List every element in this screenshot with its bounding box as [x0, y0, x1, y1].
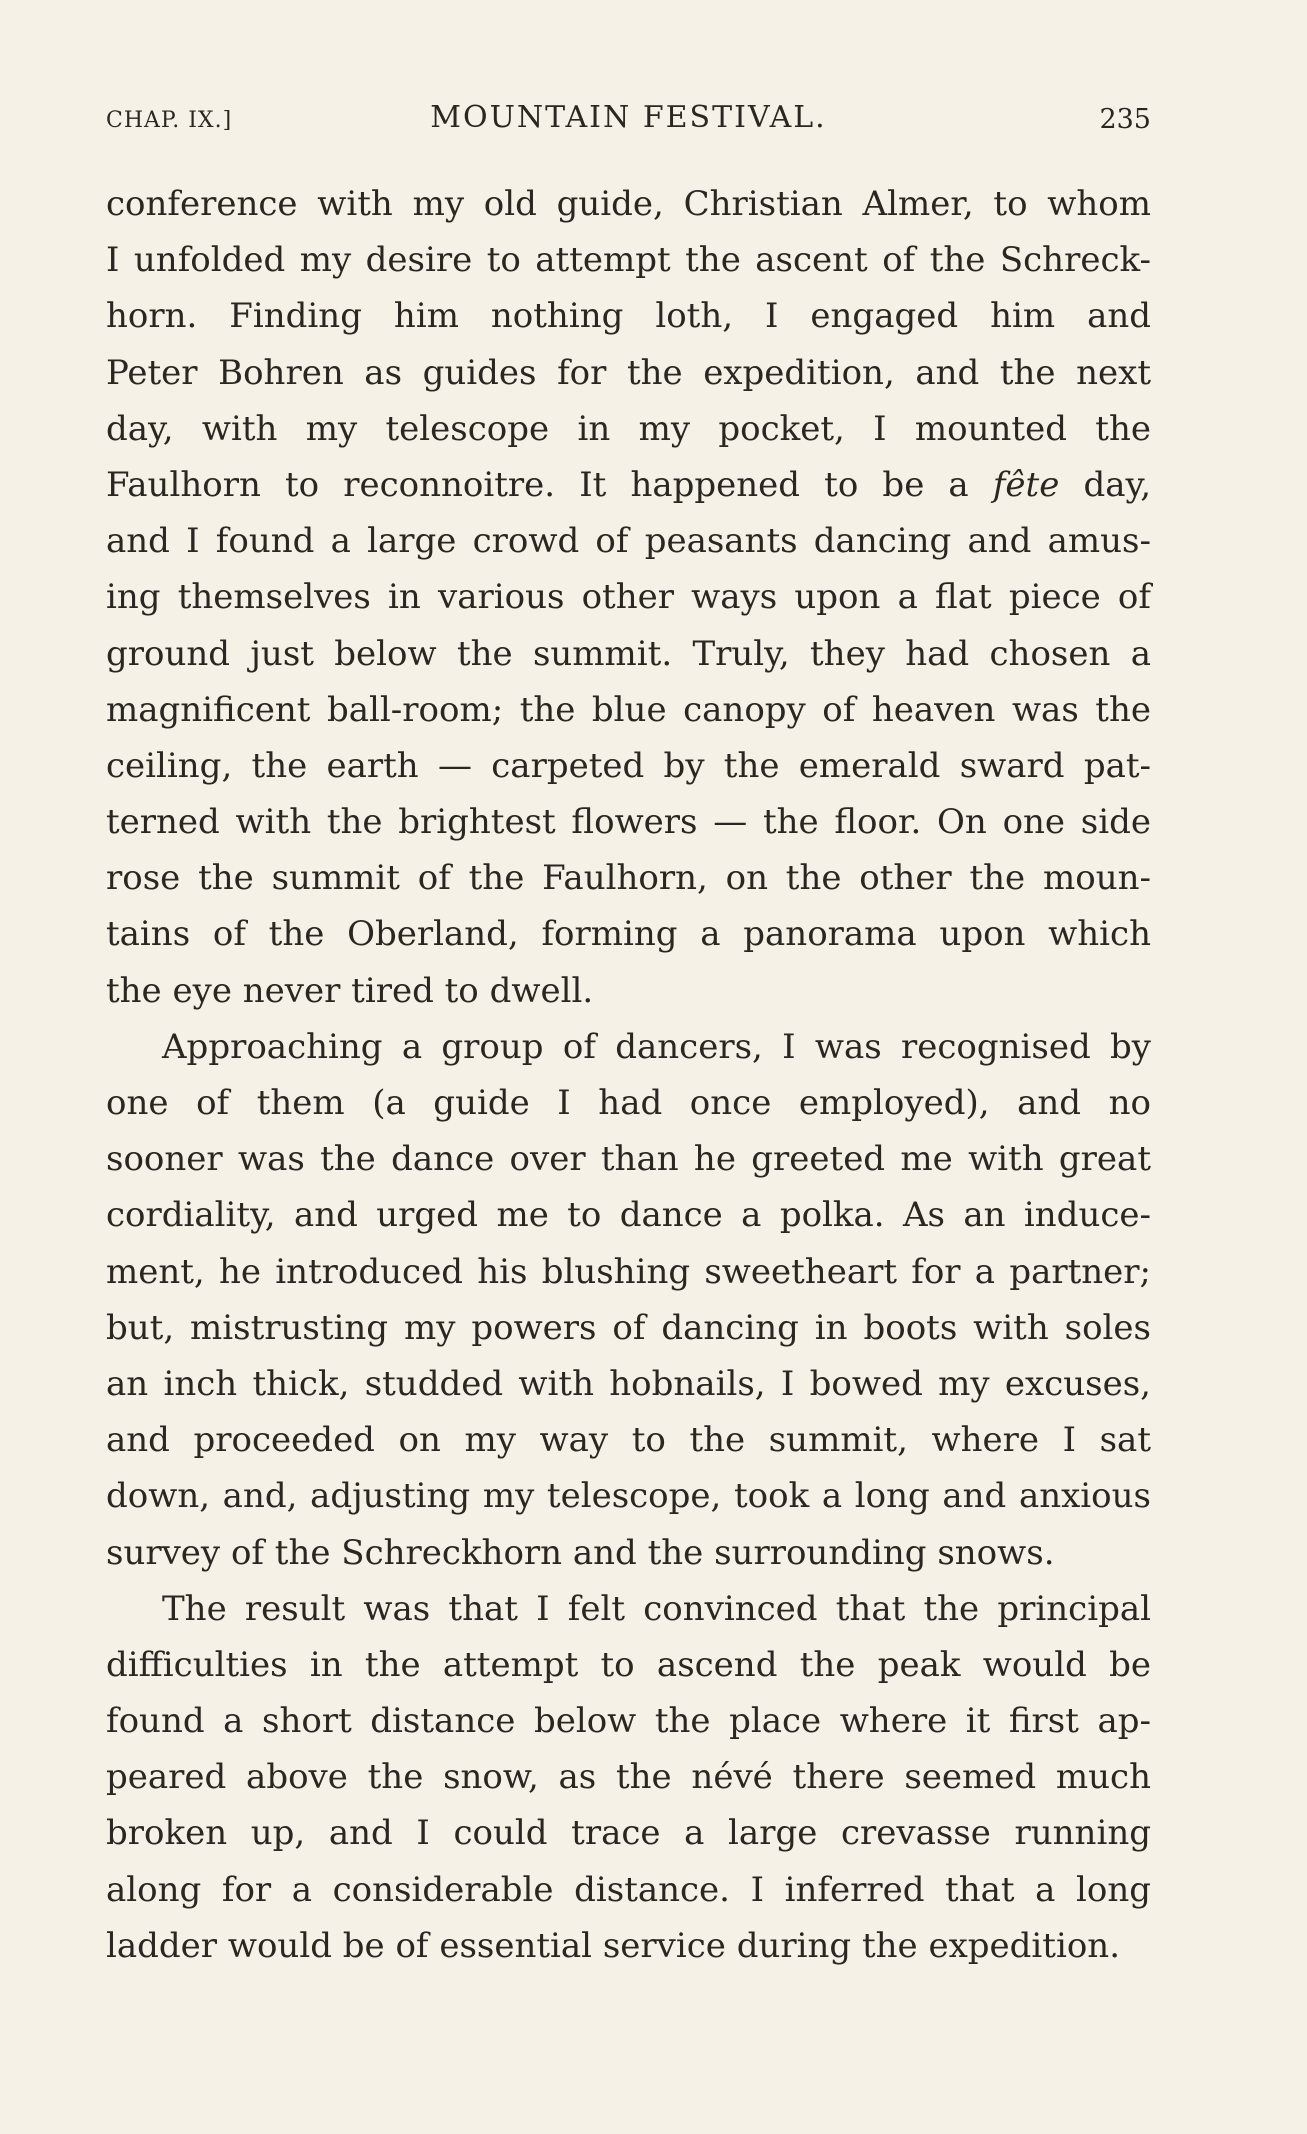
body-text	[106, 176, 1151, 1974]
text-line: I unfolded my desire to attempt the ascent of the Schreck-	[106, 240, 1151, 281]
text-segment: Faulhorn to reconnoitre. It happened to be a	[106, 464, 993, 505]
chapter-label: CHAP. IX.]	[106, 108, 233, 133]
text-line: survey of the Schreckhorn and the surrounding snows.	[106, 1532, 1055, 1573]
text-line: rose the summit of the Faulhorn, on the other the moun-	[106, 858, 1151, 899]
text-line: but, mistrusting my powers of dancing in boots with soles	[106, 1307, 1151, 1348]
running-header	[106, 100, 1151, 140]
text-line: difficulties in the attempt to ascend the peak would be	[106, 1644, 1151, 1685]
text-line: ladder would be of essential service during the expedition.	[106, 1925, 1121, 1966]
text-line: horn. Finding him nothing loth, I engaged him and	[106, 296, 1151, 337]
text-line: and proceeded on my way to the summit, where I sat	[106, 1420, 1151, 1461]
text-line: along for a considerable distance. I inferred that a long	[106, 1869, 1151, 1910]
text-line: Approaching a group of dancers, I was recognised by	[162, 1026, 1151, 1067]
page-number: 235	[1099, 104, 1151, 135]
text-line: conference with my old guide, Christian Almer, to whom	[106, 184, 1151, 224]
text-line: tains of the Oberland, forming a panorama upon which	[106, 914, 1151, 955]
text-line: one of them (a guide I had once employed), and no	[106, 1083, 1151, 1123]
text-line: ment, he introduced his blushing sweetheart for a partner;	[106, 1251, 1151, 1292]
text-line: magnificent ball-room; the blue canopy of heaven was the	[106, 689, 1151, 730]
text-line: terned with the brightest flowers — the floor. On one side	[106, 802, 1151, 843]
text-segment: day,	[1059, 464, 1152, 505]
italic-word: fête	[992, 464, 1060, 505]
text-line: broken up, and I could trace a large crevasse running	[106, 1813, 1151, 1854]
text-line: day, with my telescope in my pocket, I mounted the	[106, 408, 1151, 449]
text-line	[106, 457, 1151, 513]
text-line: ceiling, the earth — carpeted by the emerald sward pat-	[106, 745, 1151, 786]
text-line: down, and, adjusting my telescope, took a long and anxious	[106, 1476, 1151, 1517]
text-line: the eye never tired to dwell.	[106, 970, 594, 1011]
text-line: The result was that I felt convinced that the principal	[162, 1588, 1151, 1629]
running-title: MOUNTAIN FESTIVAL.	[430, 100, 827, 135]
text-line: peared above the snow, as the névé there seemed much	[106, 1757, 1151, 1798]
text-line: found a short distance below the place where it first ap-	[106, 1701, 1151, 1742]
text-line: an inch thick, studded with hobnails, I bowed my excuses,	[106, 1363, 1151, 1404]
text-line: sooner was the dance over than he greeted me with great	[106, 1139, 1151, 1180]
text-line: ing themselves in various other ways upon a flat piece of	[106, 577, 1151, 618]
text-line: ground just below the summit. Truly, they had chosen a	[106, 633, 1151, 674]
text-line: and I found a large crowd of peasants dancing and amus-	[106, 521, 1151, 562]
text-line: Peter Bohren as guides for the expedition, and the next	[106, 352, 1151, 393]
text-line: cordiality, and urged me to dance a polka. As an induce-	[106, 1195, 1151, 1236]
